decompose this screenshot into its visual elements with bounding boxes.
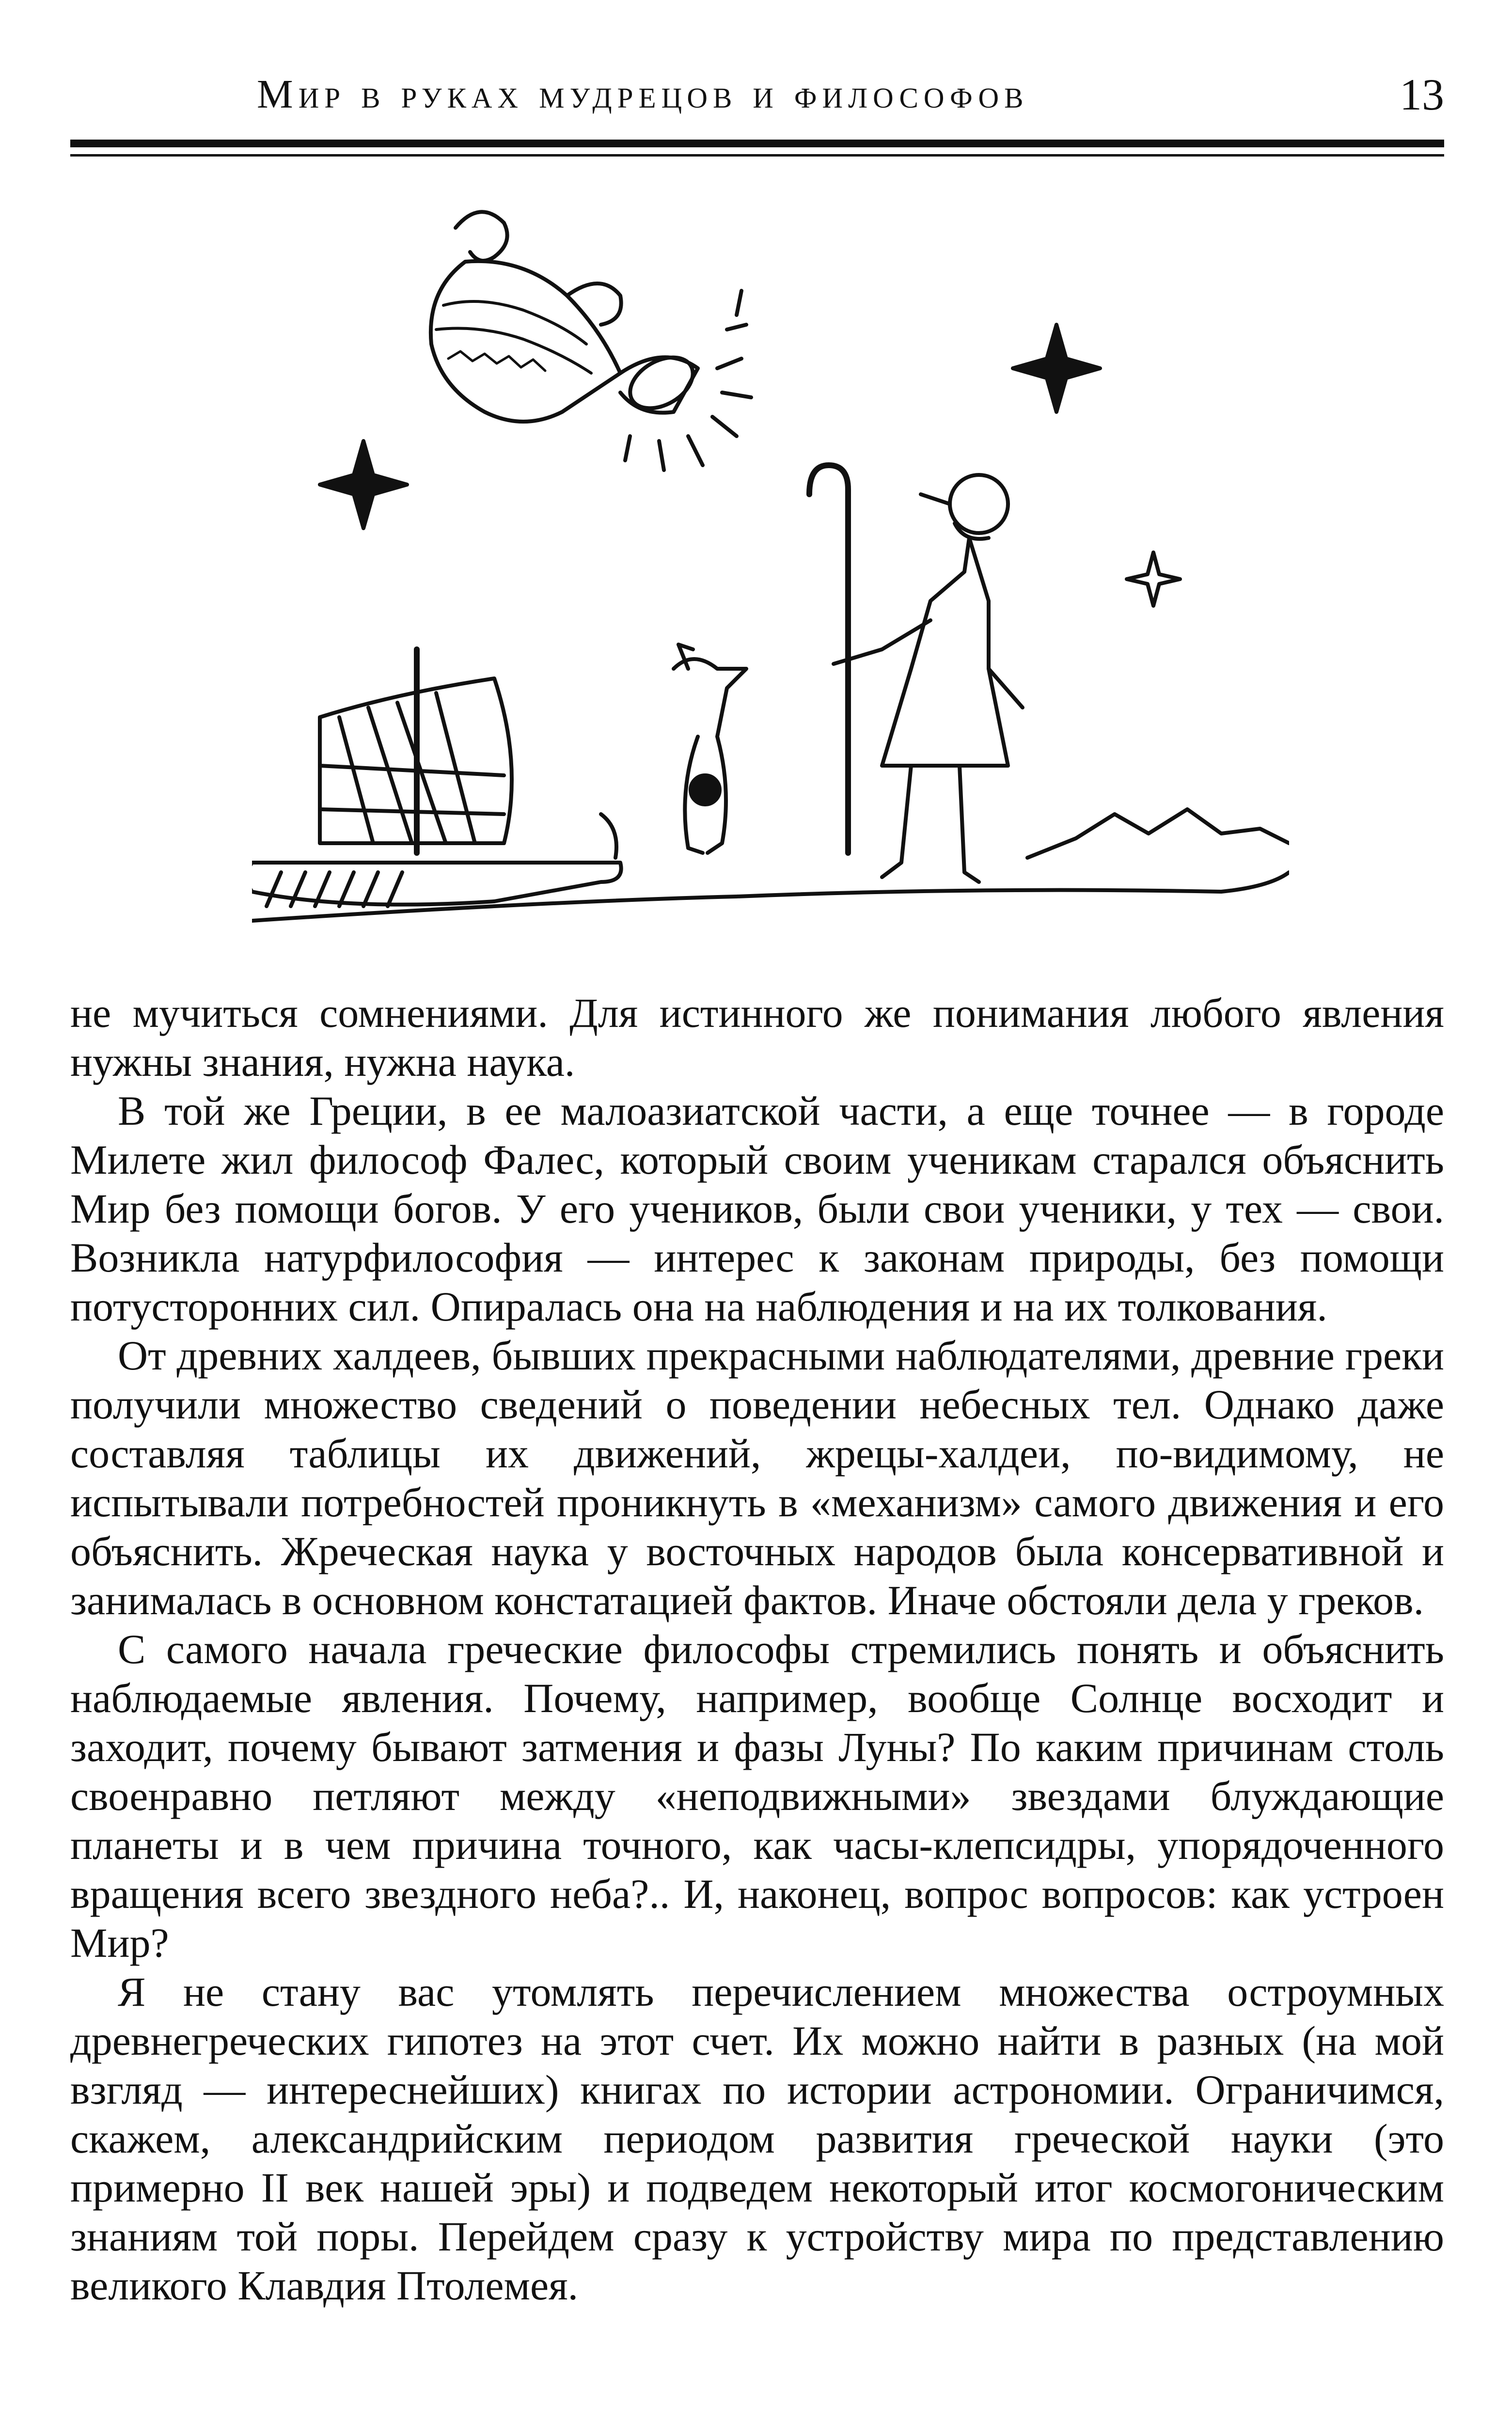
paragraph: С самого начала греческие философы стремились понять и объяснить наблюдаемые явления. Почему, например, вообще Солнце восходит и заходит, почему бывают затмения и фазы Луны? По каким причинам столь своенравно петляют между «неподвижными» звездами блуждающие планеты и в чем причина точного, как часы-клепсидры, упорядоченного вращения всего звездного неба?.. И, наконец, вопрос вопросов: как устроен Мир? [70,1626,1444,1966]
ground-line [252,872,1289,921]
page-number: 13 [1400,70,1444,119]
running-title: Мир в руках мудрецов и философов [257,72,1029,117]
running-header [73,65,1444,133]
vase-icon [431,212,751,470]
body-text [70,989,1444,2310]
small-star-icon [1127,552,1180,606]
header-rule-thick [70,140,1444,147]
ship-icon [252,649,621,906]
dog-icon [674,645,746,853]
paragraph: Я не стану вас утомлять перечислением множества остроумных древнегреческих гипотез на этот счет. Их можно найти в разных (на мой взгляд — интереснейших) книгах по истории астрономии. Ограничимся, скажем, александрийским периодом развития греческой науки (это примерно II век нашей эры) и подведем некоторый итог космогоническим знаниям той поры. Перейдем сразу к устройству мира по представлению великого Клавдия Птолемея. [70,1968,1444,2309]
star-icon [320,325,1100,528]
header-rule-thin [70,154,1444,157]
paragraph: От древних халдеев, бывших прекрасными наблюдателями, древние греки получили множество сведений о поведении небесных тел. Однако даже составляя таблицы их движений, жрецы-халдеи, по-видимому, не испытывали потребностей проникнуть в «механизм» самого движения и его объяснить. Жреческая наука у восточных народов была консервативной и занималась в основном констатацией фактов. Иначе обстояли дела у греков. [70,1332,1444,1623]
hills-icon [1027,809,1289,858]
paragraph: В той же Греции, в ее малоазиатской части, а еще точнее — в городе Милете жил философ Фалес, который своим ученикам старался объяснить Мир без помощи богов. У его учеников, были свои ученики, у тех — свои. Возникла натурфилософия — интерес к законам природы, без помощи потусторонних сил. Опиралась она на наблюдения и на их толкования. [70,1087,1444,1330]
philosopher-figure-icon [809,465,1023,882]
paragraph: не мучиться сомнениями. Для истинного же понимания любого явления нужны знания, нужна наука. [70,990,1444,1085]
greek-scene-illustration [252,184,1289,960]
